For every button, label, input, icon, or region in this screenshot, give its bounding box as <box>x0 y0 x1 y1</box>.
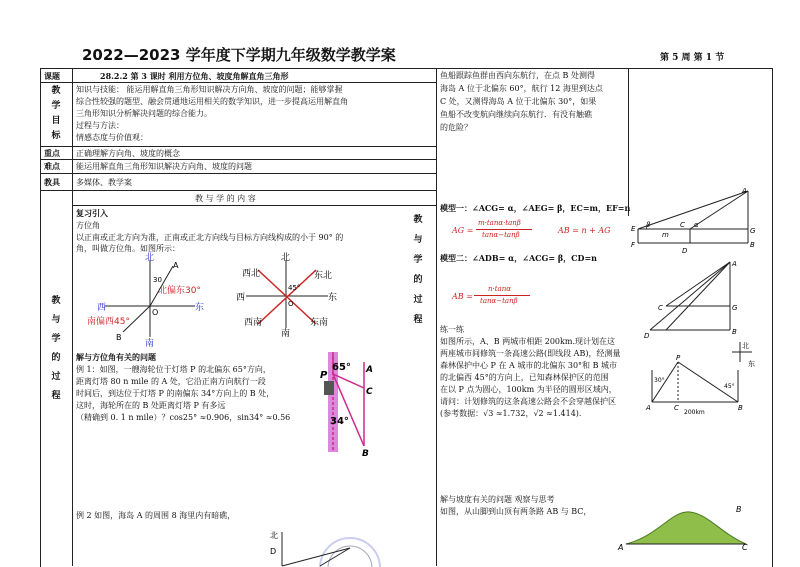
south-label: 南 <box>145 339 155 349</box>
label-topic: 课题 <box>44 71 60 81</box>
point-d: D <box>644 332 650 340</box>
point-a: A <box>618 543 624 552</box>
example-1-line: 时间后，到达位于灯塔 P 的南偏东 34°方向上的 B 处， <box>76 389 275 398</box>
sw-label: 西南 <box>244 318 263 328</box>
goal-line: 三角形知识分析解决问题的综合能力。 <box>76 109 212 118</box>
point-o: O <box>152 308 159 317</box>
label-alpha: α <box>694 221 699 229</box>
angle-30: 30° <box>654 377 665 384</box>
slope-line: 如图，从山脚到山顶有两条路 AB 与 BC， <box>440 507 592 516</box>
point-a: A <box>742 187 747 195</box>
page-header-week: 第 5 周 第 1 节 <box>660 53 725 63</box>
point-b: B <box>362 449 369 459</box>
goal-line: 过程与方法： <box>76 121 124 130</box>
label-tools: 教具 <box>44 177 60 187</box>
point-b: B <box>736 505 742 514</box>
point-f: F <box>631 241 636 249</box>
practice-line: (参考数据：√3 ≈1.732，√2 ≈1.414). <box>440 409 582 418</box>
se-label: 东南 <box>310 318 329 328</box>
goal-line: 综合性较强的题型、融会贯通地运用相关的数学知识，进一步提高运用解直角 <box>76 97 348 106</box>
practice-line: 请问：计划修筑的这条高速公路会不会穿越保护区 <box>440 397 616 406</box>
problem-title: 解与方位角有关的问题 <box>76 352 156 362</box>
divider <box>40 173 436 174</box>
point-e: E <box>631 225 636 233</box>
point-a: A <box>366 365 373 375</box>
content-header: 教 与 学 的 内 容 <box>195 194 256 203</box>
point-c: C <box>742 543 748 552</box>
tools-text: 多媒体、教学案 <box>76 178 132 187</box>
practice-title: 练一练 <box>440 325 464 334</box>
formula-2-num: n·tanα <box>488 285 511 293</box>
angle-34: 34° <box>330 416 349 427</box>
angle-45: 45° <box>288 284 301 292</box>
point-b: B <box>116 333 122 342</box>
point-b: B <box>738 404 743 412</box>
ne-label: 北偏东30° <box>158 286 201 296</box>
point-c: C <box>658 304 663 312</box>
point-a: A <box>646 404 651 412</box>
formula-1-lhs: AG = <box>452 226 474 235</box>
example-1-line: 例 1：如图，一艘海轮位于灯塔 P 的北偏东 65°方向， <box>76 365 271 374</box>
point-g: G <box>750 227 756 235</box>
review-title: 复习引入 <box>76 208 108 218</box>
example-1-line: 这时，海轮所在的 B 处距离灯塔 P 有多远 <box>76 401 226 410</box>
practice-line: 森林保护中心 P 在 A 城市的北偏东 30°和 B 城市 <box>440 361 618 370</box>
model-1-figure <box>628 185 758 257</box>
west-label: 西 <box>97 303 107 313</box>
south-label: 南 <box>281 329 291 339</box>
divider <box>40 146 436 147</box>
formula-1b: AB = n + AG <box>558 226 611 235</box>
label-difficulty: 难点 <box>44 161 60 171</box>
compass-diagram-1 <box>87 252 220 349</box>
formula-1-den: tanα−tanβ <box>482 231 520 239</box>
point-p: P <box>320 370 328 381</box>
point-c: C <box>674 404 679 412</box>
model-1: 模型一：∠ACG= α，∠AEG= β，EC=m，EF=n <box>440 203 631 213</box>
label-key: 重点 <box>44 148 60 158</box>
nw-label: 西北 <box>242 269 261 279</box>
practice-line: 两座城市间修筑一条高速公路(即线段 AB)，经测量 <box>440 349 621 358</box>
goal-line: 情感态度与价值观： <box>76 133 148 142</box>
practice-line: 的北偏西 45°的方向上，已知森林保护区的范围 <box>440 373 609 382</box>
point-d: D <box>682 247 688 255</box>
divider <box>72 205 436 206</box>
west-label: 西 <box>236 293 246 303</box>
distance-label: 200km <box>684 409 705 416</box>
definition-line: 以正南或正北方向为准，正南或正北方向线与目标方向线构成的小于 90° 的 <box>76 233 344 242</box>
north-label: 北 <box>145 253 155 263</box>
slope-figure <box>618 500 758 566</box>
example-2-line: 例 2 如图，海岛 A 的周围 8 海里内有暗礁， <box>76 511 236 520</box>
fangwei-term: 方位角 <box>76 221 100 230</box>
formula-2-lhs: AB = <box>452 292 473 301</box>
ne-label: 东北 <box>314 271 333 281</box>
intro-line: 的危险？ <box>440 123 472 132</box>
label-process-left: 教 与 学 的 过 程 <box>51 296 61 401</box>
slope-title: 解与坡度有关的问题 观察与思考 <box>440 495 555 504</box>
key-text: 正确理解方向角、坡度的概念 <box>76 149 180 158</box>
divider <box>72 68 73 566</box>
point-o: O <box>288 300 294 308</box>
point-a: A <box>732 260 737 268</box>
east-label: 东 <box>328 293 338 303</box>
intro-line: C 处，又测得海岛 A 位于北偏东 30°，如果 <box>440 97 597 106</box>
point-b: B <box>732 328 737 336</box>
model-2-figure <box>640 258 750 340</box>
practice-figure <box>640 340 760 418</box>
intro-line: 海岛 A 位于北偏东 60°，航行 12 海里到达点 <box>440 84 603 93</box>
point-g: G <box>732 304 738 312</box>
angle-30: 30 <box>153 276 162 284</box>
angle-65: 65° <box>332 362 351 373</box>
label-goal: 教 学 目 标 <box>51 86 61 141</box>
divider <box>40 82 436 83</box>
east-label: 东 <box>195 303 205 313</box>
label-process-right: 教 与 学 的 过 程 <box>413 215 423 325</box>
practice-line: 在以 P 点为圆心，100km 为半径的圆形区域内， <box>440 385 617 394</box>
point-c: C <box>366 387 373 397</box>
north-label: 北 <box>281 253 291 263</box>
goal-line: 知识与技能： 能运用解直角三角形知识解决方向角、坡度的问题；能够掌握 <box>76 85 343 94</box>
definition-line: 角，叫做方位角。如图所示： <box>76 244 180 253</box>
example-2-figure <box>260 528 390 566</box>
page-header-title: 2022—2023 学年度下学期九年级数学教学案 <box>82 46 396 64</box>
example-1-line: （精确到 0. 1 n mile）？cos25° ≈0.906，sin34° ≈0.56 <box>76 413 291 422</box>
formula-1-num: m·tanα·tanβ <box>478 219 521 227</box>
formula-2-den: tanα−tanβ <box>480 297 518 305</box>
point-a: A <box>173 261 179 270</box>
example-1-figure <box>320 348 380 460</box>
divider <box>40 159 436 160</box>
intro-line: 鱼船跟踪鱼群由西向东航行，在点 B 处测得 <box>440 71 595 80</box>
sw-label: 南偏西45° <box>87 317 130 327</box>
intro-line: 鱼船不改变航向继续向东航行．有没有触礁 <box>440 110 592 119</box>
topic-text: 28.2.2 第 3 课时 利用方位角、坡度角解直角三角形 <box>100 71 289 81</box>
divider <box>40 190 436 191</box>
east-label: 东 <box>748 360 755 368</box>
angle-45: 45° <box>724 383 735 390</box>
point-d: D <box>270 547 277 556</box>
point-p: P <box>676 354 681 362</box>
difficulty-text: 能运用解直角三角形知识解决方向角、坡度的问题 <box>76 162 252 171</box>
label-m: m <box>662 231 669 239</box>
north-label: 北 <box>270 531 278 540</box>
label-beta: β <box>646 221 651 229</box>
practice-line: 如图所示，A、B 两城市相距 200km.现计划在这 <box>440 337 615 346</box>
divider <box>436 68 437 566</box>
model-2: 模型二：∠ADB= α，∠ACG= β，CD=n <box>440 253 597 263</box>
example-1-line: 距离灯塔 80 n mile 的 A 处，它沿正南方向航行一段 <box>76 377 266 386</box>
point-c: C <box>680 221 685 229</box>
north-label: 北 <box>742 342 749 350</box>
point-b: B <box>750 241 755 249</box>
